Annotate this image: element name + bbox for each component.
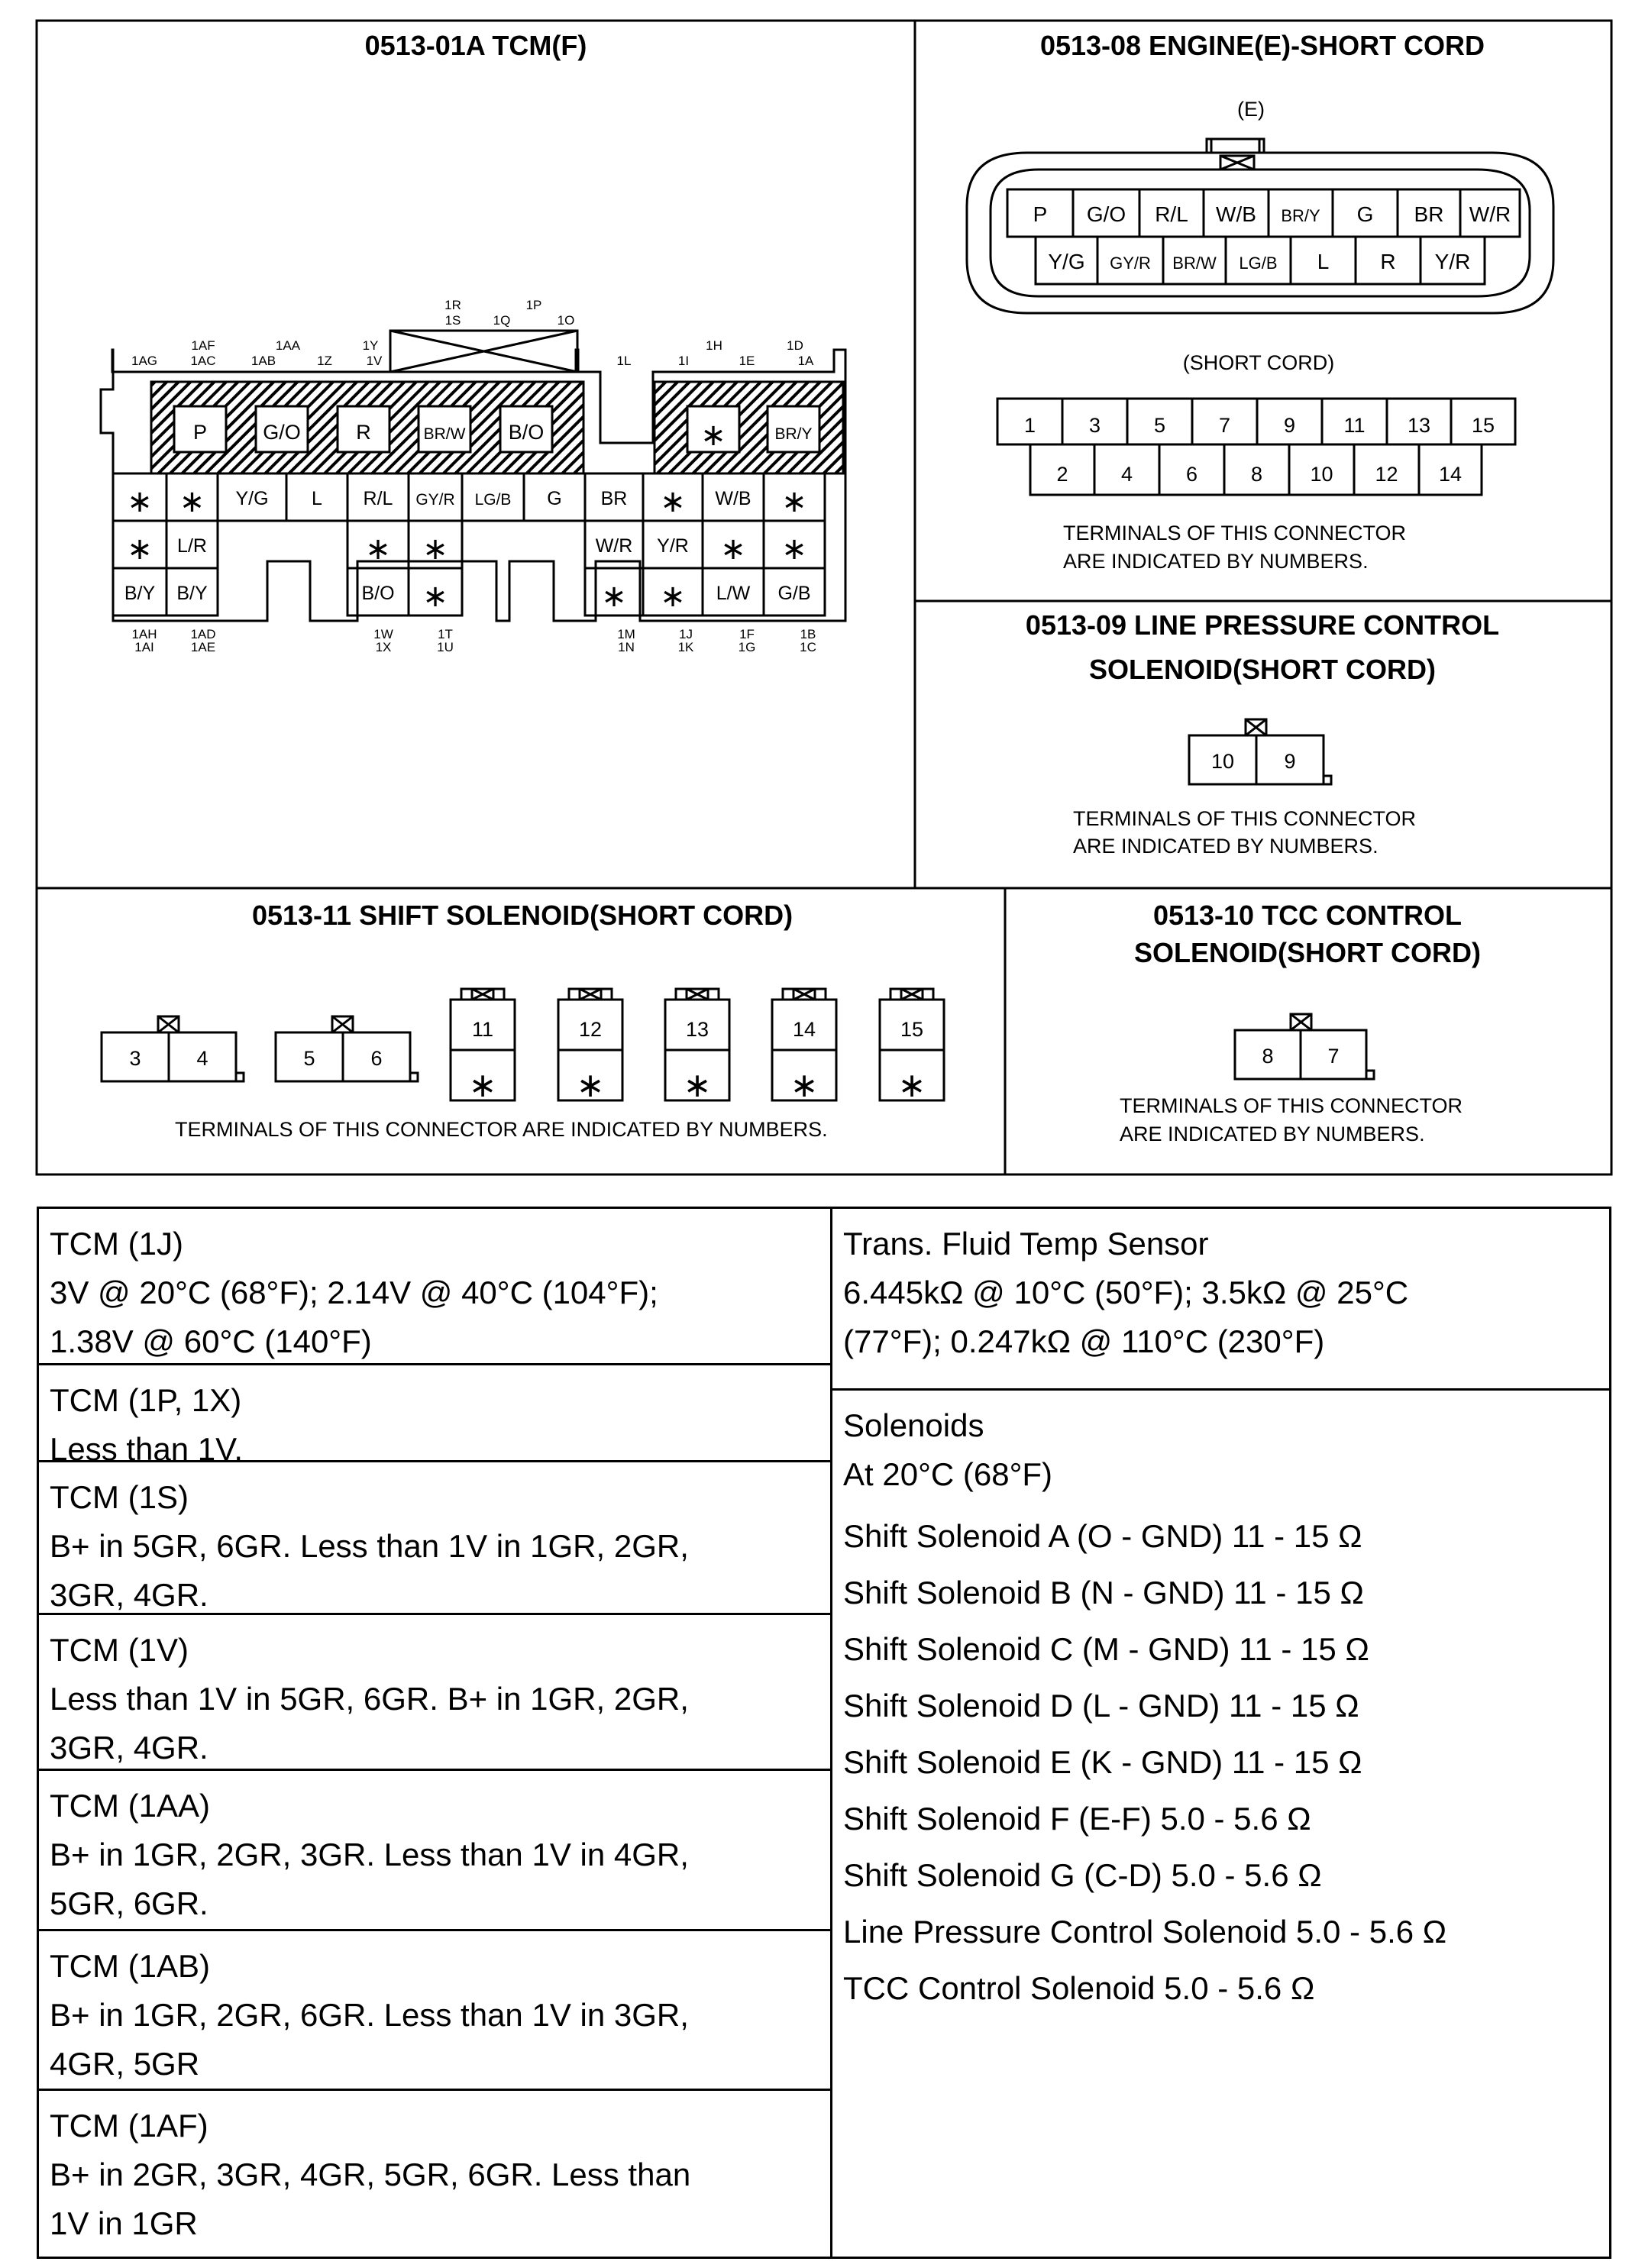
engine-number-label: 7 [1218, 414, 1231, 437]
tcm-terminal-label: ∗ [781, 485, 807, 519]
engine-terminal-label: G/O [1086, 202, 1126, 226]
engine-note-2: ARE INDICATED BY NUMBERS. [1063, 550, 1369, 573]
spec-line: TCM (1V) [50, 1632, 189, 1668]
tcm-pin-label: 1J [679, 627, 693, 641]
engine-note-1: TERMINALS OF THIS CONNECTOR [1063, 522, 1407, 544]
tcm-title: 0513-01A TCM(F) [364, 30, 587, 61]
tcm-pin-label: 1Q [493, 313, 511, 328]
tcc-terminal-label: 8 [1262, 1045, 1274, 1068]
tcm-shaded-terminal-label: B/O [508, 421, 545, 444]
tcm-pin-label: 1W [373, 627, 393, 641]
engine-terminal-label: R [1380, 250, 1396, 273]
tcm-terminal-label: B/Y [176, 583, 208, 604]
shift-single-symbol: ∗ [576, 1067, 605, 1104]
tcm-pin-label: 1F [739, 627, 755, 641]
line-pressure-note-2: ARE INDICATED BY NUMBERS. [1073, 835, 1379, 858]
engine-number-label: 6 [1185, 463, 1198, 486]
spec-left-column [39, 1209, 832, 2257]
engine-terminal-label: GY/R [1110, 254, 1151, 273]
tcm-pin-label: 1I [677, 354, 690, 368]
tcm-pin-label: 1AD [190, 627, 216, 641]
tcm-pin-label: 1AB [250, 354, 276, 368]
tcm-terminal-label: L/W [716, 583, 751, 604]
spec-line: Less than 1V. [50, 1431, 243, 1467]
tcm-pin-label: 1P [525, 298, 542, 312]
tcm-terminal-label: ∗ [660, 580, 686, 613]
solenoid-spec: Shift Solenoid G (C-D) 5.0 - 5.6 Ω [843, 1857, 1322, 1893]
spec-line: Less than 1V in 5GR, 6GR. B+ in 1GR, 2GR, [50, 1681, 689, 1717]
tcm-pin-label: 1K [677, 640, 694, 654]
tcm-pin-label: 1N [618, 640, 635, 654]
solenoid-spec: Shift Solenoid A (O - GND) 11 - 15 Ω [843, 1518, 1362, 1554]
tcm-pin-label: 1G [738, 640, 756, 654]
engine-number-label: 8 [1250, 463, 1263, 486]
engine-number-label: 11 [1343, 414, 1366, 437]
spec-solenoids [832, 1391, 1609, 2257]
tcm-shaded-terminal-label: ∗ [700, 418, 726, 452]
tcm-pin-label: 1X [375, 640, 392, 654]
spec-line: 3GR, 4GR. [50, 1730, 208, 1766]
tcm-terminal-label: G [547, 488, 562, 509]
shift-pair-terminal-label: 3 [129, 1047, 141, 1070]
spec-line: TCM (1J) [50, 1226, 183, 1262]
shift-single-symbol: ∗ [790, 1067, 819, 1104]
tcm-terminal-label: ∗ [127, 485, 153, 519]
spec-line: 1V in 1GR [50, 2205, 198, 2241]
engine-number-label: 14 [1438, 463, 1463, 486]
shift-single-symbol: ∗ [468, 1067, 497, 1104]
tcm-shaded-terminal-label: BR/Y [774, 425, 813, 443]
engine-terminal-label: R/L [1155, 202, 1188, 226]
engine-terminal-label: W/R [1469, 202, 1511, 226]
spec-line: TCM (1AB) [50, 1948, 210, 1984]
engine-number-label: 13 [1407, 414, 1431, 437]
tcm-pin-label: 1V [366, 354, 383, 368]
tcm-terminal-label: BR [600, 488, 628, 509]
tcc-terminal-label: 7 [1327, 1045, 1340, 1068]
spec-line: 6.445kΩ @ 10°C (50°F); 3.5kΩ @ 25°C [843, 1275, 1409, 1310]
spec-line: 3V @ 20°C (68°F); 2.14V @ 40°C (104°F); [50, 1275, 658, 1310]
tcm-pin-label: 1C [800, 640, 816, 654]
shift-single-terminal-label: 15 [900, 1018, 924, 1041]
spec-tcm-1p-1x [39, 1365, 830, 1467]
shift-single-terminal-label: 11 [471, 1018, 494, 1041]
tcm-shaded-terminal-label: R [356, 421, 371, 444]
tcm-pin-label: 1T [438, 627, 453, 641]
engine-number-label: 4 [1120, 463, 1133, 486]
engine-terminal-label: BR [1414, 202, 1444, 226]
spec-line: 4GR, 5GR [50, 2046, 200, 2082]
shift-single-symbol: ∗ [683, 1067, 712, 1104]
spec-line: TCM (1AA) [50, 1788, 210, 1824]
tcm-pin-label: 1Y [362, 338, 379, 353]
engine-terminal-label: BR/W [1172, 254, 1217, 273]
tcm-pin-label: 1S [444, 313, 461, 328]
engine-number-label: 15 [1471, 414, 1495, 437]
tcm-pin-label: 1B [800, 627, 816, 641]
solenoid-spec: Shift Solenoid B (N - GND) 11 - 15 Ω [843, 1575, 1364, 1611]
tcm-pin-label: 1A [797, 354, 814, 368]
engine-title: 0513-08 ENGINE(E)-SHORT CORD [1039, 30, 1485, 61]
spec-line: B+ in 5GR, 6GR. Less than 1V in 1GR, 2GR, [50, 1528, 689, 1564]
tcm-terminal-label: LG/B [474, 491, 512, 509]
tcm-terminal-label: L [312, 488, 322, 509]
engine-terminal-label: W/B [1216, 202, 1256, 226]
engine-connector-outline [967, 139, 1553, 313]
shift-single-terminal-label: 13 [685, 1018, 709, 1041]
tcc-note-2: ARE INDICATED BY NUMBERS. [1120, 1123, 1425, 1145]
tcm-terminal-label: B/O [361, 583, 395, 604]
spec-line: 1.38V @ 60°C (140°F) [50, 1323, 372, 1359]
engine-terminal-label: G [1356, 202, 1374, 226]
tcm-terminal-label: W/R [595, 535, 633, 557]
engine-number-label: 12 [1375, 463, 1398, 486]
tcm-pin-label: 1AH [131, 627, 157, 641]
engine-number-label: 10 [1310, 463, 1333, 486]
tcm-terminal-label: G/B [777, 583, 811, 604]
solenoid-spec: Shift Solenoid C (M - GND) 11 - 15 Ω [843, 1631, 1369, 1667]
tcm-pin-label: 1AF [191, 338, 215, 353]
shift-single-terminal-label: 12 [578, 1018, 603, 1041]
shift-single-terminal-label: 14 [792, 1018, 816, 1041]
spec-line: (77°F); 0.247kΩ @ 110°C (230°F) [843, 1323, 1325, 1359]
engine-terminal-label: LG/B [1239, 254, 1278, 273]
engine-number-label: 3 [1088, 414, 1101, 437]
tcm-pin-label: 1O [557, 313, 575, 328]
spec-tcm-1j [39, 1209, 830, 1365]
tcm-pin-label: 1R [444, 298, 461, 312]
spec-line: Trans. Fluid Temp Sensor [843, 1226, 1209, 1262]
spec-line: B+ in 2GR, 3GR, 4GR, 5GR, 6GR. Less than [50, 2157, 691, 2192]
tcc-title-1: 0513-10 TCC CONTROL [1152, 900, 1463, 931]
engine-number-label: 9 [1283, 414, 1296, 437]
line-pressure-terminal-label: 9 [1284, 750, 1296, 773]
spec-line: TCM (1S) [50, 1479, 189, 1515]
tcm-pin-label: 1E [739, 354, 755, 368]
engine-terminal-label: BR/Y [1281, 206, 1320, 225]
spec-line: B+ in 1GR, 2GR, 3GR. Less than 1V in 4GR, [50, 1837, 689, 1872]
tcm-pin-label: 1AI [134, 640, 154, 654]
tcm-terminal-label: ∗ [365, 532, 391, 566]
tcm-shaded-terminal-label: G/O [263, 421, 301, 444]
shift-title: 0513-11 SHIFT SOLENOID(SHORT CORD) [251, 900, 793, 931]
solenoid-spec: Line Pressure Control Solenoid 5.0 - 5.6 Ω [843, 1914, 1447, 1950]
spec-tcm-1aa [39, 1771, 830, 1931]
tcm-terminal-label: ∗ [781, 532, 807, 566]
engine-e-label: (E) [1237, 98, 1265, 121]
tcm-terminal-label: Y/R [657, 535, 689, 557]
shift-single-symbol: ∗ [897, 1067, 926, 1104]
engine-number-label: 2 [1056, 463, 1068, 486]
shift-note: TERMINALS OF THIS CONNECTOR ARE INDICATED BY NUMBERS. [175, 1118, 828, 1141]
tcm-terminal-label: ∗ [422, 532, 448, 566]
tcm-pin-label: 1Z [317, 354, 332, 368]
shift-pair-terminal-label: 5 [303, 1047, 315, 1070]
engine-number-label: 1 [1023, 414, 1036, 437]
tcm-pin-label: 1AC [190, 354, 216, 368]
shift-pair-terminal-label: 4 [196, 1047, 208, 1070]
tcm-terminal-label: Y/G [235, 488, 269, 509]
spec-tcm-1v [39, 1615, 830, 1771]
tcm-terminal-label: ∗ [601, 580, 627, 613]
tcm-terminal-label: ∗ [179, 485, 205, 519]
tcm-terminal-label: GY/R [415, 491, 455, 509]
tcm-pin-label: 1H [706, 338, 722, 353]
tcm-shaded-terminal-label: BR/W [423, 425, 466, 443]
tcm-terminal-label: B/Y [124, 583, 156, 604]
solenoid-spec: TCC Control Solenoid 5.0 - 5.6 Ω [843, 1970, 1315, 2006]
tcm-pin-label: 1AE [190, 640, 216, 654]
solenoid-spec: Shift Solenoid E (K - GND) 11 - 15 Ω [843, 1744, 1362, 1780]
tcm-terminal-label: ∗ [127, 532, 153, 566]
tcm-terminal-label: ∗ [422, 580, 448, 613]
tcc-note-1: TERMINALS OF THIS CONNECTOR [1120, 1094, 1463, 1117]
tcm-terminal-label: ∗ [660, 485, 686, 519]
tcm-terminal-label: ∗ [720, 532, 746, 566]
tcm-terminal-label: W/B [715, 488, 751, 509]
spec-right-column [832, 1209, 1609, 2257]
tcc-title-2: SOLENOID(SHORT CORD) [1134, 937, 1481, 968]
spec-tcm-1ab [39, 1931, 830, 2091]
spec-line: 3GR, 4GR. [50, 1577, 208, 1613]
engine-terminal-label: P [1033, 202, 1048, 226]
line-pressure-title-2: SOLENOID(SHORT CORD) [1089, 654, 1436, 685]
engine-number-label: 5 [1153, 414, 1166, 437]
tcm-pin-label: 1AA [275, 338, 301, 353]
tcm-terminal-label: R/L [363, 488, 393, 509]
spec-line: 5GR, 6GR. [50, 1885, 208, 1921]
engine-terminal-label: Y/G [1048, 250, 1085, 273]
spec-tcm-1af [39, 2091, 830, 2259]
solenoids-condition: At 20°C (68°F) [843, 1456, 1053, 1492]
spec-tcm-1s [39, 1462, 830, 1615]
solenoid-spec: Shift Solenoid D (L - GND) 11 - 15 Ω [843, 1688, 1359, 1724]
spec-line: TCM (1P, 1X) [50, 1382, 242, 1418]
tcm-pin-label: 1AG [131, 354, 158, 368]
solenoid-spec: Shift Solenoid F (E-F) 5.0 - 5.6 Ω [843, 1801, 1311, 1837]
engine-terminal-label: L [1317, 250, 1330, 273]
line-pressure-note-1: TERMINALS OF THIS CONNECTOR [1073, 807, 1417, 830]
line-pressure-title-1: 0513-09 LINE PRESSURE CONTROL [1025, 609, 1500, 641]
spec-line: B+ in 1GR, 2GR, 6GR. Less than 1V in 3GR, [50, 1997, 689, 2033]
engine-terminal-label: Y/R [1434, 250, 1471, 273]
spec-table [37, 1207, 1611, 2259]
tcm-shaded-terminal-label: P [192, 421, 208, 444]
tcm-pin-label: 1U [437, 640, 454, 654]
spec-fluid-temp-sensor [832, 1209, 1609, 1391]
tcm-pin-label: 1L [616, 354, 632, 368]
solenoids-heading: Solenoids [843, 1407, 984, 1443]
short-cord-label: (SHORT CORD) [1182, 351, 1335, 374]
line-pressure-terminal-label: 10 [1210, 750, 1235, 773]
tcm-terminal-label: L/R [177, 535, 207, 557]
shift-pair-terminal-label: 6 [370, 1047, 383, 1070]
tcm-pin-label: 1D [787, 338, 803, 353]
tcm-pin-label: 1M [617, 627, 635, 641]
spec-line: TCM (1AF) [50, 2108, 208, 2144]
